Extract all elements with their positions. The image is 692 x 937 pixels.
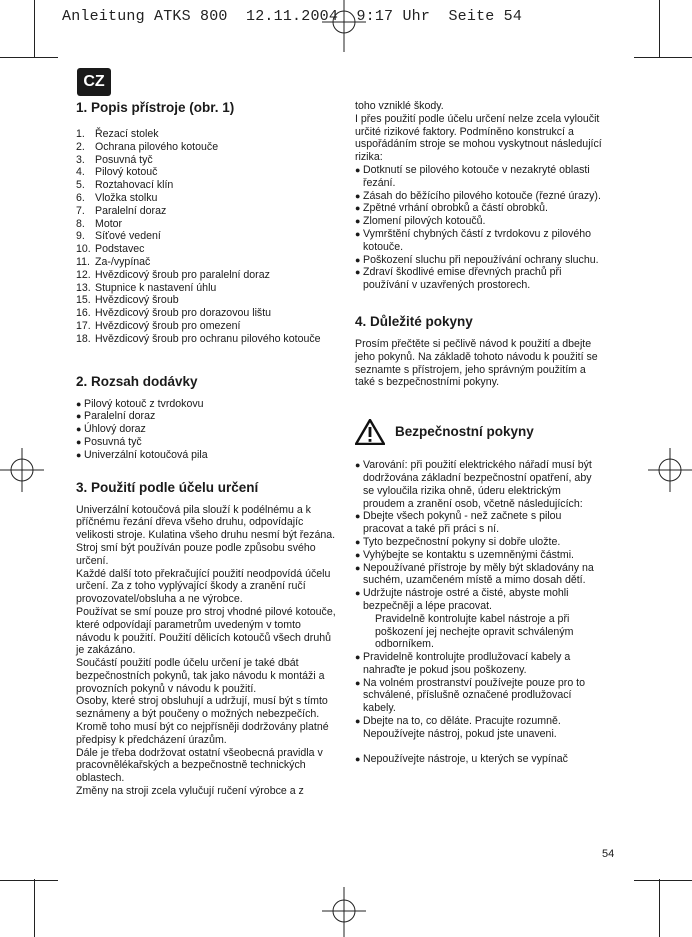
print-header: Anleitung ATKS 800 12.11.2004 9:17 Uhr Seite 54 <box>62 8 523 25</box>
list-item: ● Nepoužívané přístroje by měly být skladovány na suchém, uzamčeném místě a mimo dosah dětí. <box>355 561 594 587</box>
list-item: 2. Ochrana pilového kotouče <box>76 140 219 153</box>
bullet-icon: ● <box>355 164 361 175</box>
list-item: ● Tyto bezpečnostní pokyny si dobře uložte. <box>355 535 561 548</box>
list-item: 4. Pilový kotouč <box>76 166 158 179</box>
section-title-important: 4. Důležité pokyny <box>355 313 473 329</box>
paragraph: Prosím přečtěte si pečlivě návod k použití a dbejte jeho pokynů. Na základě tohoto návodu k použití se seznamte s přístrojem, jeho správným použitím a také s bezpečnostními pokyny. <box>355 337 598 389</box>
list-item: ● Paralelní doraz <box>76 410 156 423</box>
crop-mark-bottom-left <box>34 879 35 937</box>
paragraph: toho vzniklé škody. <box>355 100 444 112</box>
paragraph: Změny na stroji zcela vylučují ručení výrobce a z <box>76 785 304 798</box>
delivery-list <box>76 398 338 462</box>
bullet-icon: ● <box>355 511 361 522</box>
list-item: 10. Podstavec <box>76 243 145 256</box>
section-title-delivery: 2. Rozsah dodávky <box>76 373 198 389</box>
bullet-icon: ● <box>355 536 361 547</box>
paragraph: Univerzální kotoučová pila slouží k podélnému a k příčnému řezání dřeva všeho druhu, odpovídajíc velikosti stroje. Kulatina všeho druhu nesmí být řezána. <box>76 503 336 542</box>
crop-mark-bottom-right-h <box>634 880 692 881</box>
crop-mark-bottom-left-h <box>0 880 58 881</box>
crop-mark-top-right <box>659 0 660 58</box>
bullet-icon: ● <box>355 677 361 688</box>
list-item: 11. Za-/vypínač <box>76 255 151 268</box>
registration-mark-top-icon <box>318 0 370 52</box>
bullet-icon: ● <box>355 549 361 560</box>
bullet-icon: ● <box>76 424 82 435</box>
list-item: ● Nepoužívejte nástroje, u kterých se vypínač <box>355 752 568 765</box>
language-badge: CZ <box>77 68 111 96</box>
bullet-icon: ● <box>355 254 361 265</box>
list-item: 16. Hvězdicový šroub pro dorazovou lištu <box>76 307 272 320</box>
crop-mark-top-right-h <box>634 57 692 58</box>
list-item: ● Zpětné vrhání obrobků a částí obrobků. <box>355 202 548 215</box>
bullet-icon: ● <box>76 411 82 422</box>
paragraph: Kromě toho musí být co nejpřísněji dodržovány platné předpisy k předcházení úrazům. <box>76 721 329 746</box>
bullet-icon: ● <box>76 449 82 460</box>
paragraph: Stroj smí být používán pouze podle způsobu svého určení. <box>76 541 316 567</box>
bullet-icon: ● <box>355 190 361 201</box>
bullet-icon: ● <box>355 267 361 278</box>
paragraph: Každé další toto překračující použití neodpovídá účelu určení. Za z toho vyplývající škody a zranění ručí provozovatel/obsluha a ne výrobce. <box>76 567 331 606</box>
list-item: 9. Síťové vedení <box>76 230 161 243</box>
safety-heading <box>355 419 605 445</box>
bullet-icon: ● <box>355 652 361 663</box>
list-item: ● Zdraví škodlivé emise dřevných prachů při používání v uzavřených prostorech. <box>355 266 562 292</box>
list-item <box>355 587 605 651</box>
paragraph: Používat se smí pouze pro stroj vhodné pilové kotouče, které odpovídají parametrům uvedeným v tomto návodu k použití. Použití dělicích kotoučů všech druhů je zakázáno. <box>76 605 336 657</box>
list-item: ● Dbejte všech pokynů - než začnete s pilou pracovat a také při práci s ní. <box>355 510 562 536</box>
list-item: ● Univerzální kotoučová pila <box>76 448 208 461</box>
list-item: ● Pravidelně kontrolujte prodlužovací kabely a nahraďte je pokud jsou poškozeny. <box>355 651 571 676</box>
paragraph: I přes použití podle účelu určení nelze zcela vyloučit určité rizikové faktory. Podmíněno konstrukcí a uspořádáním stroje se mohou vyskytnout následující rizika: <box>355 112 602 164</box>
paragraph: Osoby, které stroj obsluhují a udržují, musí být s tímto seznámeny a být poučeny o možných nebezpečích. <box>76 695 328 721</box>
bullet-icon: ● <box>355 562 361 573</box>
crop-mark-bottom-right <box>659 879 660 937</box>
list-item: 5. Roztahovací klín <box>76 179 174 192</box>
safety-list <box>355 459 605 765</box>
list-item: ● Posuvná tyč <box>76 435 142 448</box>
list-item: ● Poškození sluchu při nepoužívání ochrany sluchu. <box>355 253 599 266</box>
risk-list <box>355 164 605 292</box>
registration-mark-bottom-icon <box>318 885 370 937</box>
list-item: ● Varování: při použití elektrického nářadí musí být dodržována základní bezpečnostní opatření, aby se vyloučila rizika ohně, úderu elektrickým proudem a zranění osob, včetně následujících: <box>355 459 592 510</box>
list-item: 18. Hvězdicový šroub pro ochranu pilového kotouče <box>76 332 321 345</box>
list-item: ● Vyhýbejte se kontaktu s uzemněnými částmi. <box>355 548 574 561</box>
warning-icon <box>355 419 385 445</box>
bullet-icon: ● <box>355 228 361 239</box>
list-item: ● Vymrštění chybných částí z tvrdokovu z pilového kotouče. <box>355 227 592 253</box>
intended-use-text <box>76 504 338 798</box>
list-item: 7. Paralelní doraz <box>76 204 167 217</box>
list-item: ● Dotknutí se pilového kotouče v nezakryté oblasti řezání. <box>355 163 590 189</box>
list-item: ● Úhlový doraz <box>76 423 146 436</box>
list-item: ● Zlomení pilových kotoučů. <box>355 215 486 228</box>
parts-list <box>76 128 338 346</box>
bullet-icon: ● <box>355 203 361 214</box>
section-title-intended-use: 3. Použití podle účelu určení <box>76 479 259 495</box>
registration-mark-left-icon <box>0 446 48 494</box>
bullet-icon: ● <box>76 398 82 409</box>
bullet-icon: ● <box>76 436 82 447</box>
list-item: 1. Řezací stolek <box>76 128 159 140</box>
bullet-icon: ● <box>355 460 361 471</box>
list-item: ● Zásah do běžícího pilového kotouče (řezné úrazy). <box>355 189 601 202</box>
left-column <box>76 100 338 798</box>
list-item: 6. Vložka stolku <box>76 191 158 204</box>
crop-mark-top-left <box>34 0 35 58</box>
bullet-icon: ● <box>355 216 361 227</box>
list-item: 15. Hvězdicový šroub <box>76 294 179 307</box>
paragraph: Dále je třeba dodržovat ostatní všeobecná pravidla v pracovnělékařských a bezpečnostně technických oblastech. <box>76 746 323 785</box>
list-item: 3. Posuvná tyč <box>76 153 153 166</box>
list-item-text: Udržujte nástroje ostré a čisté, abyste mohli bezpečněji a lépe pracovat. <box>363 587 569 612</box>
list-item-extra: Pravidelně kontrolujte kabel nástroje a při poškození jej nechejte opravit schváleným odborníkem. <box>375 612 574 651</box>
registration-mark-right-icon <box>644 446 692 494</box>
safety-title: Bezpečnostní pokyny <box>395 423 534 439</box>
bullet-icon: ● <box>355 588 361 599</box>
list-item: 17. Hvězdicový šroub pro omezení <box>76 319 241 332</box>
list-item: ● Dbejte na to, co děláte. Pracujte rozumně. Nepoužívejte nástroj, pokud jste unaveni. <box>355 715 561 740</box>
page-number: 54 <box>602 848 615 860</box>
list-item: ● Pilový kotouč z tvrdokovu <box>76 397 204 410</box>
right-column <box>355 100 605 765</box>
list-item: 13. Stupnice k nastavení úhlu <box>76 281 217 294</box>
section-title-description: 1. Popis přístroje (obr. 1) <box>76 100 235 115</box>
paragraph: Součástí použití podle účelu určení je také dbát bezpečnostních pokynů, tak jako návodu k montáži a provozních pokynů v návodu k použití. <box>76 657 325 695</box>
list-item: 8. Motor <box>76 217 123 230</box>
bullet-icon: ● <box>355 716 361 727</box>
list-item: 12. Hvězdicový šroub pro paralelní doraz <box>76 268 270 281</box>
crop-mark-top-left-h <box>0 57 58 58</box>
list-item: ● Na volném prostranství používejte pouze pro to schválené, příslušně označené prodlužovací kabely. <box>355 676 585 715</box>
bullet-icon: ● <box>355 753 361 764</box>
